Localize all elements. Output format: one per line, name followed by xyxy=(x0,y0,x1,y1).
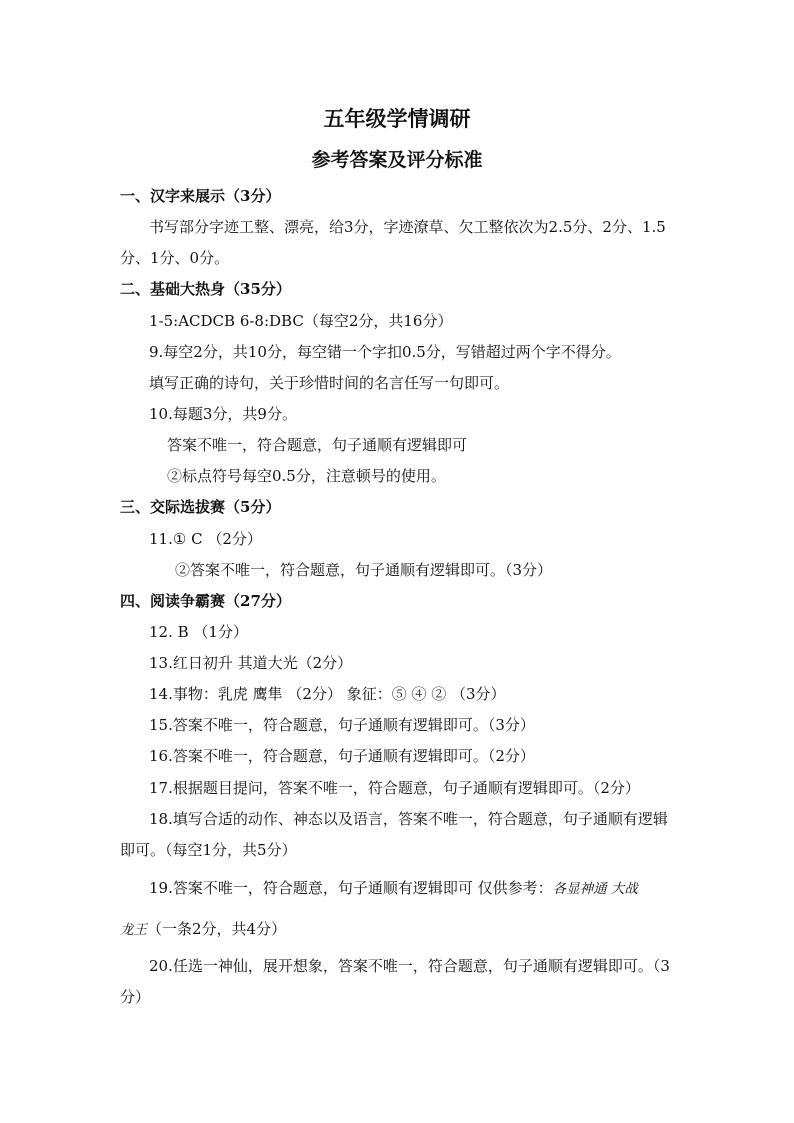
text-span: 19.答案不唯一，符合题意，句子通顺有逻辑即可 仅供参考： xyxy=(149,879,553,897)
text-line xyxy=(120,918,286,941)
section-heading-2: 二、基础大热身（35分） xyxy=(120,280,291,298)
text-line: ②答案不唯一，符合题意，句子通顺有逻辑即可。（3分） xyxy=(175,561,553,579)
text-line: 9.每空2分，共10分，每空错一个字扣0.5分，写错超过两个字不得分。 xyxy=(149,343,621,361)
reference-answer: 各显神通 大战 xyxy=(552,881,638,897)
text-line: 11.① C （2分） xyxy=(149,530,262,548)
text-line xyxy=(149,877,638,900)
section-heading-1: 一、汉字来展示（3分） xyxy=(120,187,281,205)
section-heading-3: 三、交际选拔赛（5分） xyxy=(120,498,281,516)
section-heading-4: 四、阅读争霸赛（27分） xyxy=(120,592,291,610)
text-line: 书写部分字迹工整、漂亮，给3分，字迹潦草、欠工整依次为2.5分、2分、1.5 xyxy=(149,218,666,236)
text-line: 17.根据题目提问，答案不唯一，符合题意，句子通顺有逻辑即可。（2分） xyxy=(149,779,640,797)
text-line: 15.答案不唯一，符合题意，句子通顺有逻辑即可。（3分） xyxy=(149,716,535,734)
page-title: 五年级学情调研 xyxy=(323,106,471,131)
text-span: （一条2分，共4分） xyxy=(147,920,287,938)
page-subtitle: 参考答案及评分标准 xyxy=(311,149,483,171)
text-line: 14.事物：乳虎 鹰隼 （2分） 象征：⑤ ④ ② （3分） xyxy=(149,685,506,703)
text-line: 20.任选一神仙，展开想象，答案不唯一，符合题意，句子通顺有逻辑即可。（3 xyxy=(149,957,670,975)
reference-answer: 龙王 xyxy=(120,922,147,938)
text-line: 13.红日初升 其道大光（2分） xyxy=(149,654,353,672)
text-line: 1-5:ACDCB 6-8:DBC（每空2分，共16分） xyxy=(149,312,453,330)
text-line: 分） xyxy=(120,988,151,1006)
text-line: 10.每题3分，共9分。 xyxy=(149,405,297,423)
text-line: 分、1分、0分。 xyxy=(120,249,230,267)
text-line: 答案不唯一，符合题意，句子通顺有逻辑即可 xyxy=(167,436,468,454)
text-line: 填写正确的诗句，关于珍惜时间的名言任写一句即可。 xyxy=(149,374,510,392)
text-line: 18.填写合适的动作、神态以及语言，答案不唯一，符合题意，句子通顺有逻辑 xyxy=(149,810,668,828)
text-line: 16.答案不唯一，符合题意，句子通顺有逻辑即可。（2分） xyxy=(149,747,535,765)
text-line: ②标点符号每空0.5分，注意顿号的使用。 xyxy=(167,467,446,485)
text-line: 12. B （1分） xyxy=(149,623,248,641)
text-line: 即可。（每空1分，共5分） xyxy=(120,841,297,859)
